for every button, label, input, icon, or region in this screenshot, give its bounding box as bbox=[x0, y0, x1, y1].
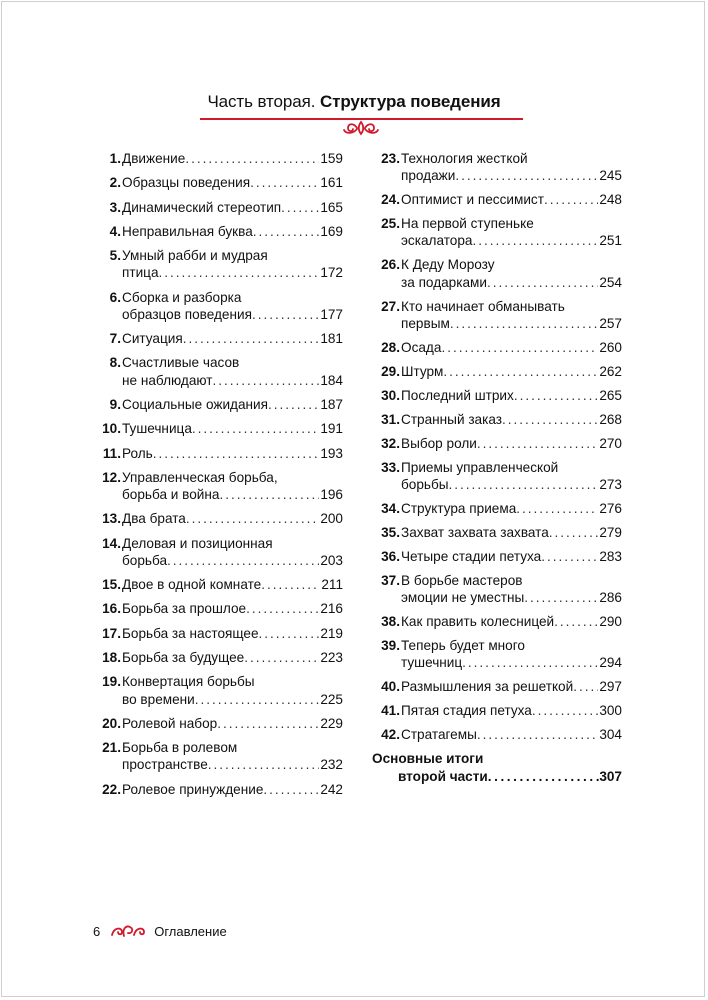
toc-entry bbox=[372, 548, 622, 565]
toc-entry-page: 159 bbox=[320, 151, 343, 166]
toc-entry-title: птица bbox=[122, 265, 159, 281]
leader-dots bbox=[246, 600, 319, 617]
leader-dots bbox=[524, 589, 598, 606]
toc-entry-number: 10. bbox=[102, 421, 121, 437]
leader-dots bbox=[213, 372, 320, 389]
leader-dots bbox=[544, 191, 598, 208]
toc-entry-page: 262 bbox=[599, 363, 622, 379]
leader-dots bbox=[554, 613, 598, 630]
toc-entry-page: 225 bbox=[320, 691, 343, 707]
toc-entry bbox=[372, 411, 622, 428]
toc-entry-number: 37. bbox=[381, 573, 400, 589]
toc-entry-title: Сборка и разборка bbox=[122, 289, 242, 305]
toc-entry-title: пространстве bbox=[122, 757, 208, 773]
toc-entry-title: во времени bbox=[122, 691, 195, 707]
toc-entry-number: 18. bbox=[102, 650, 121, 666]
toc-entry-number: 16. bbox=[102, 601, 121, 617]
leader-dots bbox=[477, 435, 598, 452]
toc-entry-number: 19. bbox=[102, 674, 121, 690]
toc-entry bbox=[372, 387, 622, 404]
toc-entry-page: 251 bbox=[599, 233, 622, 249]
toc-entry bbox=[372, 459, 622, 493]
toc-entry-number: 9. bbox=[109, 396, 121, 412]
toc-entry-page: 300 bbox=[599, 703, 622, 719]
toc-entry-page: 276 bbox=[599, 501, 622, 517]
leader-dots bbox=[252, 306, 319, 323]
toc-entry-title: Кто начинает обманывать bbox=[401, 298, 565, 314]
toc-entry-number: 28. bbox=[381, 339, 400, 355]
toc-entry-number: 11. bbox=[102, 445, 121, 461]
toc-entry-page: 203 bbox=[320, 552, 343, 568]
toc-entry-title: Странный заказ bbox=[401, 411, 502, 427]
toc-entry-page: 265 bbox=[599, 387, 622, 403]
toc-entry-page: 219 bbox=[320, 625, 343, 641]
toc-entry-title: Счастливые часов bbox=[122, 355, 240, 371]
leader-dots bbox=[183, 330, 320, 347]
leader-dots bbox=[219, 486, 319, 503]
toc-entry-number: 33. bbox=[381, 459, 400, 475]
toc-entry-page: 283 bbox=[599, 549, 622, 565]
toc-entry-title: Борьба за настоящее bbox=[122, 625, 259, 641]
toc-entry bbox=[93, 510, 343, 527]
toc-entry-number: 13. bbox=[102, 511, 121, 527]
leader-dots bbox=[268, 396, 319, 413]
toc-entry-number: 31. bbox=[381, 411, 400, 427]
leader-dots bbox=[549, 524, 599, 541]
toc-entry-page: 184 bbox=[320, 372, 343, 388]
leader-dots bbox=[263, 781, 319, 798]
toc-entry-page: 254 bbox=[599, 274, 622, 290]
toc-entry bbox=[372, 702, 622, 719]
toc-entry-page: 165 bbox=[320, 199, 343, 215]
toc-entry-number: 12. bbox=[102, 469, 121, 485]
toc-entry bbox=[93, 600, 343, 617]
toc-entry-number: 5. bbox=[109, 248, 121, 264]
toc-entry bbox=[372, 339, 622, 356]
toc-entry-title: К Деду Морозу bbox=[401, 257, 495, 273]
toc-entry-number: 36. bbox=[381, 549, 400, 565]
toc-entry-number: 29. bbox=[381, 363, 400, 379]
toc-entry-number: 21. bbox=[102, 740, 121, 756]
toc-entry-page: 232 bbox=[320, 757, 343, 773]
toc-entry-title: Выбор роли bbox=[401, 435, 477, 451]
toc-entry bbox=[93, 223, 343, 240]
toc-entry-title: Роль bbox=[122, 445, 153, 461]
toc-entry-title: Борьба в ролевом bbox=[122, 740, 238, 756]
toc-entry-title: Борьба за будущее bbox=[122, 650, 245, 666]
toc-entry-page: 248 bbox=[599, 192, 622, 208]
toc-entry-page: 268 bbox=[599, 411, 622, 427]
toc-entry-title: эскалатора bbox=[401, 233, 473, 249]
toc-entry-title: Захват захвата захвата bbox=[401, 525, 549, 541]
toc-summary-line1: Основные итоги bbox=[372, 751, 484, 767]
toc-entry-page: 216 bbox=[320, 601, 343, 617]
toc-entry-page: 286 bbox=[599, 590, 622, 606]
toc-entry bbox=[93, 396, 343, 413]
toc-entry-number: 32. bbox=[381, 435, 400, 451]
toc-entry-number: 17. bbox=[102, 625, 121, 641]
leader-dots bbox=[455, 167, 598, 184]
toc-entry-page: 191 bbox=[320, 421, 343, 437]
leader-dots bbox=[573, 678, 598, 695]
leader-dots bbox=[443, 363, 598, 380]
toc-entry-title: Технология жесткой bbox=[401, 151, 528, 166]
toc-entry bbox=[93, 445, 343, 462]
toc-entry-title: Как править колесницей bbox=[401, 614, 555, 630]
toc-entry bbox=[93, 576, 343, 593]
toc-entry-title: Оптимист и пессимист bbox=[401, 192, 544, 208]
leader-dots bbox=[153, 445, 320, 462]
toc-summary-page: 307 bbox=[599, 768, 622, 784]
toc-entry bbox=[372, 435, 622, 452]
toc-entry bbox=[372, 256, 622, 290]
toc-entry-number: 3. bbox=[109, 199, 121, 215]
leader-dots bbox=[488, 768, 600, 785]
leader-dots bbox=[192, 420, 319, 437]
toc-entry-number: 24. bbox=[381, 192, 400, 208]
toc-entry-page: 260 bbox=[599, 339, 622, 355]
toc-entry-page: 193 bbox=[320, 445, 343, 461]
toc-entry bbox=[372, 524, 622, 541]
leader-dots bbox=[487, 274, 598, 291]
toc-entry-number: 7. bbox=[109, 331, 121, 347]
leader-dots bbox=[502, 411, 598, 428]
leader-dots bbox=[532, 702, 598, 719]
toc-summary-entry bbox=[372, 750, 622, 784]
toc-entry-number: 1. bbox=[109, 151, 121, 166]
leader-dots bbox=[516, 500, 598, 517]
toc-summary-line2: второй части bbox=[398, 768, 488, 784]
toc-entry-page: 257 bbox=[599, 315, 622, 331]
toc-entry-title: Динамический стереотип bbox=[122, 199, 282, 215]
toc-entry-number: 26. bbox=[381, 257, 400, 273]
toc-entry-title: Штурм bbox=[401, 363, 444, 379]
toc-entry-page: 177 bbox=[320, 306, 343, 322]
toc-entry-title: Два брата bbox=[122, 511, 186, 527]
toc-entry-page: 200 bbox=[320, 511, 343, 527]
toc-entry-title: продажи bbox=[401, 168, 456, 184]
toc-entry-title: образцов поведения bbox=[122, 306, 252, 322]
toc-entry-page: 294 bbox=[599, 655, 622, 671]
toc-entry-page: 187 bbox=[320, 396, 343, 412]
toc-entry bbox=[372, 363, 622, 380]
toc-entry-title: Осада bbox=[401, 339, 442, 355]
toc-entry-title: за подарками bbox=[401, 274, 487, 290]
leader-dots bbox=[441, 339, 598, 356]
toc-entry bbox=[93, 673, 343, 707]
toc-entry-number: 15. bbox=[102, 577, 121, 593]
footer-ornament-icon bbox=[110, 923, 146, 939]
toc-entry-title: Ролевой набор bbox=[122, 715, 218, 731]
toc-entry-page: 196 bbox=[320, 487, 343, 503]
toc-entry-title: Размышления за решеткой bbox=[401, 679, 574, 695]
toc-entry-page: 161 bbox=[320, 175, 343, 191]
leader-dots bbox=[261, 576, 320, 593]
toc-entry bbox=[372, 191, 622, 208]
toc-entry-page: 242 bbox=[320, 781, 343, 797]
toc-entry bbox=[372, 678, 622, 695]
leader-dots bbox=[244, 649, 319, 666]
toc-entry-number: 2. bbox=[109, 175, 121, 191]
toc-entry-title: Структура приема bbox=[401, 501, 517, 517]
toc-right-column bbox=[372, 150, 622, 785]
toc-entry bbox=[93, 535, 343, 569]
toc-entry-title: Социальные ожидания bbox=[122, 396, 268, 412]
toc-entry-page: 245 bbox=[599, 168, 622, 184]
toc-entry-title: борьба bbox=[122, 552, 168, 568]
toc-entry-title: Ситуация bbox=[122, 331, 183, 347]
toc-entry bbox=[372, 572, 622, 606]
leader-dots bbox=[159, 264, 320, 281]
toc-entry bbox=[93, 174, 343, 191]
toc-entry-page: 172 bbox=[320, 265, 343, 281]
toc-entry-page: 270 bbox=[599, 435, 622, 451]
toc-entry bbox=[372, 500, 622, 517]
toc-entry-page: 169 bbox=[320, 223, 343, 239]
toc-entry-page: 211 bbox=[321, 577, 343, 593]
toc-entry-title: Конвертация борьбы bbox=[122, 674, 255, 690]
toc-entry-page: 279 bbox=[599, 525, 622, 541]
toc-entry-title: Стратагемы bbox=[401, 727, 477, 743]
toc-entry bbox=[93, 330, 343, 347]
toc-entry-number: 39. bbox=[381, 638, 400, 654]
toc-entry bbox=[372, 637, 622, 671]
leader-dots bbox=[477, 726, 598, 743]
toc-entry-title: Теперь будет много bbox=[401, 638, 525, 654]
toc-entry-title: первым bbox=[401, 315, 450, 331]
footer-label: Оглавление bbox=[154, 923, 227, 939]
toc-entry bbox=[93, 150, 343, 167]
toc-entry bbox=[93, 715, 343, 732]
leader-dots bbox=[167, 552, 319, 569]
toc-entry-page: 273 bbox=[599, 477, 622, 493]
toc-entry bbox=[93, 289, 343, 323]
toc-entry-title: Приемы управленческой bbox=[401, 459, 559, 475]
toc-left-column bbox=[93, 150, 343, 805]
section-title: Структура поведения bbox=[319, 92, 501, 111]
toc-entry bbox=[93, 649, 343, 666]
toc-entry-number: 14. bbox=[102, 535, 121, 551]
leader-dots bbox=[259, 625, 320, 642]
toc-entry-number: 40. bbox=[381, 679, 400, 695]
toc-entry bbox=[372, 298, 622, 332]
toc-entry-title: В борьбе мастеров bbox=[401, 573, 523, 589]
toc-entry-number: 4. bbox=[109, 223, 121, 239]
toc-entry-title: Управленческая борьба, bbox=[122, 469, 278, 485]
toc-entry bbox=[372, 726, 622, 743]
toc-entry-title: Борьба за прошлое bbox=[122, 601, 247, 617]
leader-dots bbox=[185, 150, 319, 167]
toc-entry-number: 30. bbox=[381, 387, 400, 403]
toc-entry-number: 38. bbox=[381, 614, 400, 630]
toc-entry bbox=[372, 613, 622, 630]
toc-entry-page: 297 bbox=[599, 679, 622, 695]
toc-entry-number: 41. bbox=[381, 703, 400, 719]
toc-entry-number: 22. bbox=[102, 781, 121, 797]
toc-entry-title: Пятая стадия петуха bbox=[401, 703, 532, 719]
toc-entry bbox=[93, 247, 343, 281]
toc-entry-number: 25. bbox=[381, 216, 400, 232]
leader-dots bbox=[250, 174, 319, 191]
toc-entry-page: 304 bbox=[599, 727, 622, 743]
toc-entry bbox=[372, 215, 622, 249]
toc-entry-number: 35. bbox=[381, 525, 400, 541]
leader-dots bbox=[186, 510, 319, 527]
leader-dots bbox=[253, 223, 320, 240]
leader-dots bbox=[217, 715, 319, 732]
leader-dots bbox=[514, 387, 599, 404]
toc-entry-title: Умный рабби и мудрая bbox=[122, 248, 268, 264]
toc-entry-page: 181 bbox=[320, 331, 343, 347]
ornament-icon bbox=[341, 120, 381, 136]
toc-entry-title: На первой ступеньке bbox=[401, 216, 534, 232]
toc-entry bbox=[372, 150, 622, 184]
page-number: 6 bbox=[93, 923, 101, 939]
toc-entry-title: не наблюдают bbox=[122, 372, 213, 388]
leader-dots bbox=[281, 199, 319, 216]
toc-entry-title: Тушечница bbox=[122, 421, 192, 437]
toc-entry-title: борьба и война bbox=[122, 487, 220, 503]
toc-entry bbox=[93, 625, 343, 642]
toc-entry-number: 42. bbox=[381, 727, 400, 743]
toc-entry-title: Неправильная буква bbox=[122, 223, 253, 239]
leader-dots bbox=[195, 691, 320, 708]
toc-entry-page: 290 bbox=[599, 614, 622, 630]
page-footer bbox=[93, 923, 227, 939]
leader-dots bbox=[208, 756, 320, 773]
toc-entry-title: Последний штрих bbox=[401, 387, 514, 403]
leader-dots bbox=[541, 548, 598, 565]
toc-entry-title: эмоции не уместны bbox=[401, 590, 525, 606]
toc-entry-number: 27. bbox=[381, 298, 400, 314]
toc-entry-title: тушечниц bbox=[401, 655, 463, 671]
toc-entry-title: Ролевое принуждение bbox=[122, 781, 264, 797]
leader-dots bbox=[449, 476, 599, 493]
leader-dots bbox=[473, 232, 599, 249]
toc-entry bbox=[93, 354, 343, 388]
toc-entry-title: борьбы bbox=[401, 477, 449, 493]
toc-entry bbox=[93, 469, 343, 503]
section-part: Часть вторая. bbox=[207, 92, 316, 111]
toc-entry-title: Движение bbox=[122, 151, 186, 166]
toc-entry-page: 223 bbox=[320, 650, 343, 666]
toc-entry-number: 8. bbox=[109, 355, 121, 371]
toc-entry bbox=[93, 739, 343, 773]
toc-entry bbox=[93, 420, 343, 437]
toc-entry bbox=[93, 199, 343, 216]
toc-entry-page: 229 bbox=[320, 715, 343, 731]
toc-entry-title: Деловая и позиционная bbox=[122, 535, 273, 551]
toc-entry-number: 6. bbox=[109, 289, 121, 305]
toc-entry-number: 34. bbox=[381, 501, 400, 517]
leader-dots bbox=[450, 315, 598, 332]
toc-entry-title: Двое в одной комнате bbox=[122, 577, 262, 593]
toc-entry bbox=[93, 781, 343, 798]
toc-entry-title: Четыре стадии петуха bbox=[401, 549, 542, 565]
leader-dots bbox=[462, 654, 598, 671]
section-header bbox=[0, 92, 708, 112]
toc-entry-number: 20. bbox=[102, 715, 121, 731]
toc-entry-title: Образцы поведения bbox=[122, 175, 251, 191]
toc-entry-number: 23. bbox=[381, 151, 400, 166]
